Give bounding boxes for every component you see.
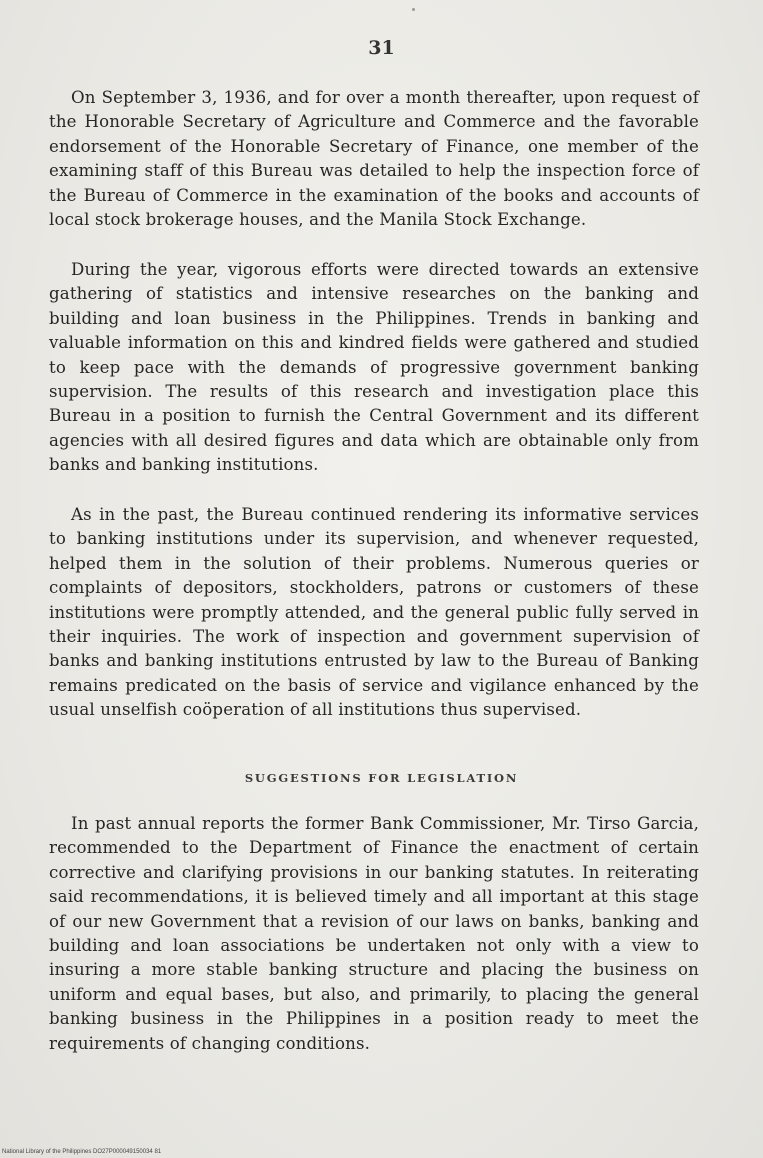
paragraph-informative-services (49, 503, 699, 723)
dust-speck (412, 8, 415, 11)
paragraph-inspection-detail (49, 86, 699, 232)
paragraph-legislation-suggestions (49, 812, 699, 1056)
library-footer: National Library of the Philippines DO27P000049150034 81 (2, 1149, 162, 1155)
paragraph-text: As in the past, the Bureau continued rendering its informative services to banking institutions under its supervision, and whenever requested, helped them in the solution of their problems. Numerous queries or complaints of depositors, stockholders, patrons or customers of these institutions were promptly attended, and the general public fully served in their inquiries. The work of inspection and government supervision of banks and banking institutions entrusted by law to the Bureau of Banking remains predicated on the basis of service and vigilance enhanced by the usual unselfish coöperation of all institutions thus supervised. (49, 505, 699, 720)
paragraph-statistics-research (49, 258, 699, 478)
page-number: 31 (368, 37, 395, 59)
paragraph-text: In past annual reports the former Bank Commissioner, Mr. Tirso Garcia, recommended to the Department of Finance the enactment of certain corrective and clarifying provisions in our banking statutes. In reiterating said recommendations, it is believed timely and all important at this stage of our new Government that a revision of our laws on banks, banking and building and loan associations be undertaken not only with a view to insuring a more stable banking structure and placing the business on uniform and equal bases, but also, and primarily, to placing the general banking business in the Philippines in a position ready to meet the requirements of changing conditions. (49, 814, 699, 1053)
paragraph-text: On September 3, 1936, and for over a month thereafter, upon request of the Honorable Secretary of Agriculture and Commerce and the favorable endorsement of the Honorable Secretary of Finance, one member of the examining staff of this Bureau was detailed to help the inspection force of the Bureau of Commerce in the examination of the books and accounts of local stock brokerage houses, and the Manila Stock Exchange. (49, 88, 699, 230)
paragraph-text: During the year, vigorous efforts were directed towards an extensive gathering of statistics and intensive researches on the banking and building and loan business in the Philippines. Trends in banking and valuable information on this and kindred fields were gathered and studied to keep pace with the demands of progressive government banking supervision. The results of this research and investigation place this Bureau in a position to furnish the Central Government and its different agencies with all desired figures and data which are obtainable only from banks and banking institutions. (49, 260, 699, 475)
section-heading: SUGGESTIONS FOR LEGISLATION (244, 771, 519, 785)
